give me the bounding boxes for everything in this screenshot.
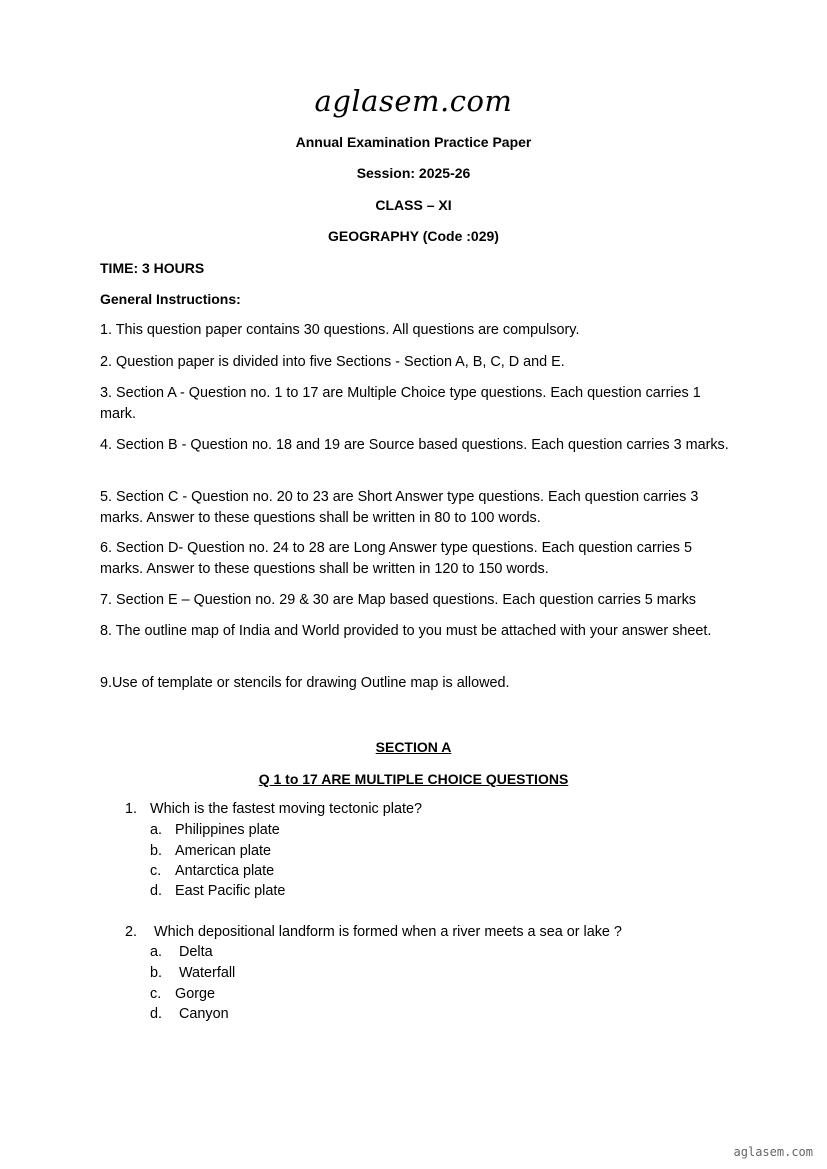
option	[150, 861, 274, 881]
subject-label: GEOGRAPHY (Code :029)	[328, 228, 499, 244]
instruction-4: 4. Section B - Question no. 18 and 19 are Source based questions. Each question carries 3 marks.	[100, 437, 729, 453]
question-2	[125, 922, 725, 942]
option	[150, 820, 280, 840]
question-text: Which depositional landform is formed when a river meets a sea or lake ?	[154, 924, 622, 940]
instruction-9: 9.Use of template or stencils for drawing Outline map is allowed.	[100, 675, 510, 691]
instruction-3: 3. Section A - Question no. 1 to 17 are Multiple Choice type questions. Each question carries 1 mark.	[100, 385, 701, 422]
option-letter: c.	[150, 863, 162, 879]
option-text: Delta	[179, 944, 213, 960]
section-a-subtitle: Q 1 to 17 ARE MULTIPLE CHOICE QUESTIONS	[258, 771, 569, 787]
section-a-title: SECTION A	[375, 739, 452, 755]
option	[150, 841, 271, 861]
session-label: Session: 2025-26	[356, 165, 471, 181]
option-letter: a.	[150, 944, 163, 960]
option	[150, 963, 235, 983]
option	[150, 881, 285, 901]
option-text: Philippines plate	[175, 822, 280, 838]
instruction-5: 5. Section C - Question no. 20 to 23 are Short Answer type questions. Each question carries 3 marks. Answer to these questions shall be written in 80 to 100 words.	[100, 489, 699, 526]
option-text: Canyon	[179, 1006, 229, 1022]
aglasem-logo: aglasem.com	[314, 84, 513, 118]
option-letter: c.	[150, 986, 162, 1002]
instruction-7: 7. Section E – Question no. 29 & 30 are Map based questions. Each question carries 5 marks	[100, 592, 696, 608]
question-text: Which is the fastest moving tectonic plate?	[150, 801, 422, 817]
class-label: CLASS – XI	[375, 197, 452, 213]
instruction-6: 6. Section D- Question no. 24 to 28 are Long Answer type questions. Each question carries 5 marks. Answer to these questions shall be written in 120 to 150 words.	[100, 540, 692, 577]
option	[150, 942, 213, 962]
instruction-1: 1. This question paper contains 30 questions. All questions are compulsory.	[100, 322, 580, 338]
option	[150, 1004, 229, 1024]
paper-title: Annual Examination Practice Paper	[295, 134, 532, 150]
question-number: 1.	[125, 801, 138, 817]
option-letter: b.	[150, 843, 163, 859]
option-text: East Pacific plate	[175, 883, 286, 899]
instruction-2: 2. Question paper is divided into five Sections - Section A, B, C, D and E.	[100, 354, 565, 370]
option-letter: a.	[150, 822, 163, 838]
option	[150, 984, 215, 1004]
option-text: Gorge	[175, 986, 215, 1002]
question-1	[125, 799, 725, 819]
question-number: 2.	[125, 924, 138, 940]
option-text: American plate	[175, 843, 271, 859]
footer-watermark: aglasem.com	[733, 1145, 813, 1159]
option-letter: d.	[150, 883, 163, 899]
time-label: TIME: 3 HOURS	[100, 260, 205, 276]
option-text: Antarctica plate	[175, 863, 275, 879]
instruction-8: 8. The outline map of India and World provided to you must be attached with your answer sheet.	[100, 623, 712, 639]
option-text: Waterfall	[179, 965, 236, 981]
option-letter: d.	[150, 1006, 163, 1022]
instructions-heading: General Instructions:	[100, 291, 241, 307]
option-letter: b.	[150, 965, 163, 981]
